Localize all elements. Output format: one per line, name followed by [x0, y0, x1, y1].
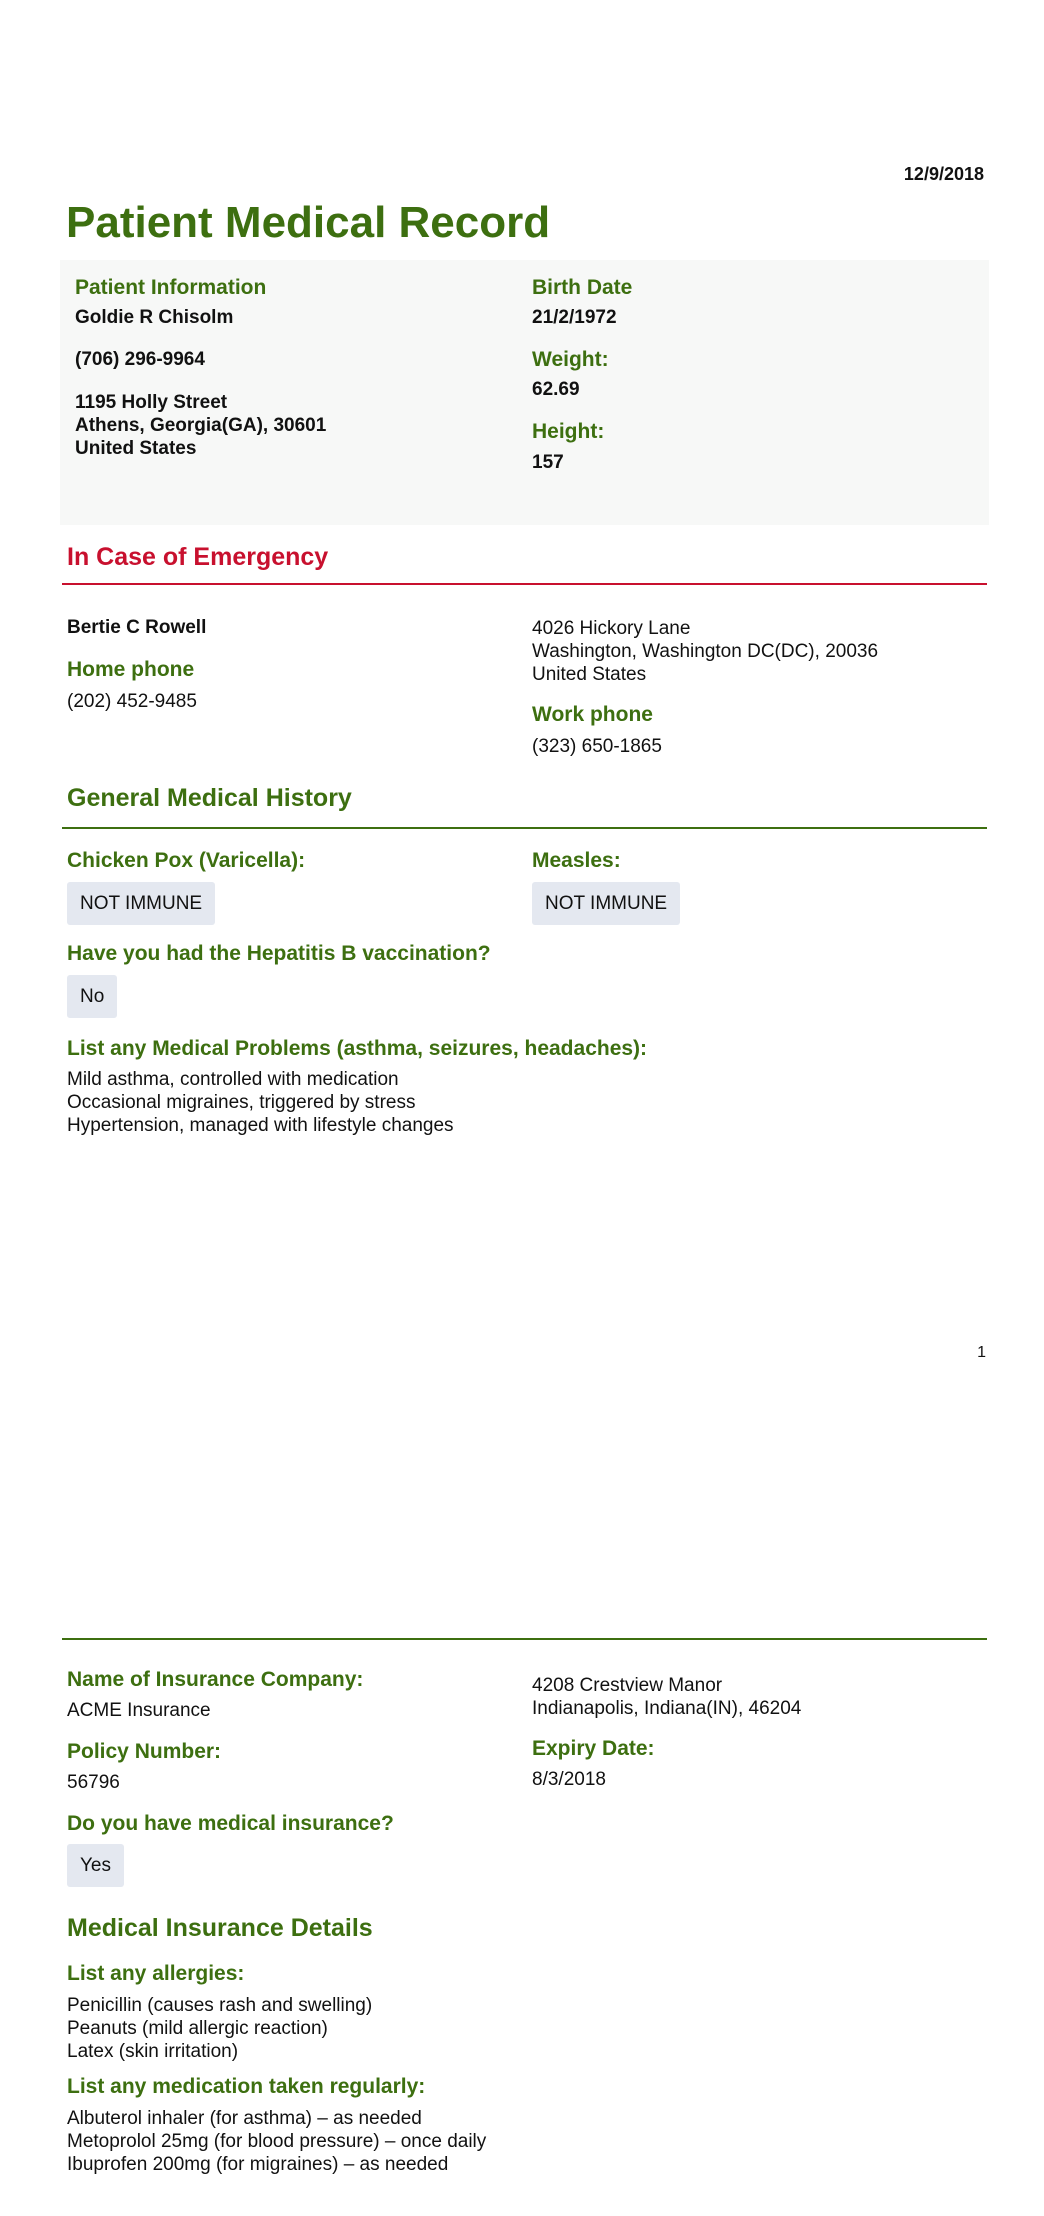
list-item: Occasional migraines, triggered by stress	[67, 1092, 416, 1113]
emergency-address-line: 4026 Hickory Lane	[532, 618, 691, 639]
history-heading: General Medical History	[67, 784, 352, 812]
allergies-list	[67, 1994, 372, 2063]
work-phone-value: (323) 650-1865	[532, 736, 662, 757]
insurance-company-label: Name of Insurance Company:	[67, 1668, 364, 1691]
page-title: Patient Medical Record	[66, 198, 551, 247]
page-number: 1	[977, 1344, 986, 1361]
home-phone-value: (202) 452-9485	[67, 691, 197, 712]
home-phone-label: Home phone	[67, 658, 195, 681]
measles-label: Measles:	[532, 849, 621, 872]
emergency-address	[532, 617, 878, 686]
insurance-address-line: 4208 Crestview Manor	[532, 1675, 723, 1696]
patient-name: Goldie R Chisolm	[75, 307, 234, 328]
height-value: 157	[532, 452, 564, 473]
record-date: 12/9/2018	[903, 164, 984, 184]
insurance-details-heading: Medical Insurance Details	[67, 1914, 373, 1942]
allergies-label: List any allergies:	[67, 1962, 245, 1985]
hep-b-label: Have you had the Hepatitis B vaccination?	[67, 942, 491, 965]
history-divider	[62, 827, 987, 829]
emergency-address-line: Washington, Washington DC(DC), 20036	[532, 641, 879, 662]
has-insurance-value: Yes	[67, 1844, 124, 1887]
emergency-address-line: United States	[532, 664, 647, 685]
emergency-contact-name: Bertie C Rowell	[67, 617, 207, 638]
height-label: Height:	[532, 420, 605, 443]
medication-list	[67, 2107, 486, 2176]
medication-label: List any medication taken regularly:	[67, 2075, 426, 2098]
medical-problems-label: List any Medical Problems (asthma, seizures, headaches):	[67, 1037, 648, 1060]
list-item: Penicillin (causes rash and swelling)	[67, 1995, 373, 2016]
work-phone-label: Work phone	[532, 703, 653, 726]
list-item: Hypertension, managed with lifestyle changes	[67, 1115, 454, 1136]
list-item: Ibuprofen 200mg (for migraines) – as needed	[67, 2154, 449, 2175]
insurance-address	[532, 1674, 801, 1720]
measles-value: NOT IMMUNE	[532, 882, 680, 925]
has-insurance-label: Do you have medical insurance?	[67, 1812, 394, 1835]
emergency-heading: In Case of Emergency	[67, 543, 329, 571]
expiry-date-value: 8/3/2018	[532, 1769, 606, 1790]
list-item: Metoprolol 25mg (for blood pressure) – once daily	[67, 2131, 487, 2152]
policy-number-value: 56796	[67, 1772, 120, 1793]
patient-address-line: 1195 Holly Street	[75, 392, 228, 413]
list-item: Latex (skin irritation)	[67, 2041, 239, 2062]
list-item: Mild asthma, controlled with medication	[67, 1069, 399, 1090]
insurance-divider	[62, 1638, 987, 1640]
patient-info-label: Patient Information	[75, 276, 267, 299]
patient-address-line: Athens, Georgia(GA), 30601	[75, 415, 327, 436]
policy-number-label: Policy Number:	[67, 1740, 222, 1763]
patient-address-line: United States	[75, 438, 197, 459]
patient-phone: (706) 296-9964	[75, 349, 205, 370]
birth-date-value: 21/2/1972	[532, 307, 617, 328]
hep-b-value: No	[67, 975, 117, 1018]
birth-date-label: Birth Date	[532, 276, 633, 299]
emergency-divider	[62, 583, 987, 585]
expiry-date-label: Expiry Date:	[532, 1737, 655, 1760]
list-item: Peanuts (mild allergic reaction)	[67, 2018, 328, 2039]
medical-problems-list	[67, 1068, 454, 1137]
weight-value: 62.69	[532, 379, 580, 400]
chicken-pox-value: NOT IMMUNE	[67, 882, 215, 925]
patient-address	[75, 391, 326, 460]
insurance-company-value: ACME Insurance	[67, 1700, 211, 1721]
list-item: Albuterol inhaler (for asthma) – as needed	[67, 2108, 422, 2129]
insurance-address-line: Indianapolis, Indiana(IN), 46204	[532, 1698, 802, 1719]
chicken-pox-label: Chicken Pox (Varicella):	[67, 849, 306, 872]
weight-label: Weight:	[532, 348, 609, 371]
